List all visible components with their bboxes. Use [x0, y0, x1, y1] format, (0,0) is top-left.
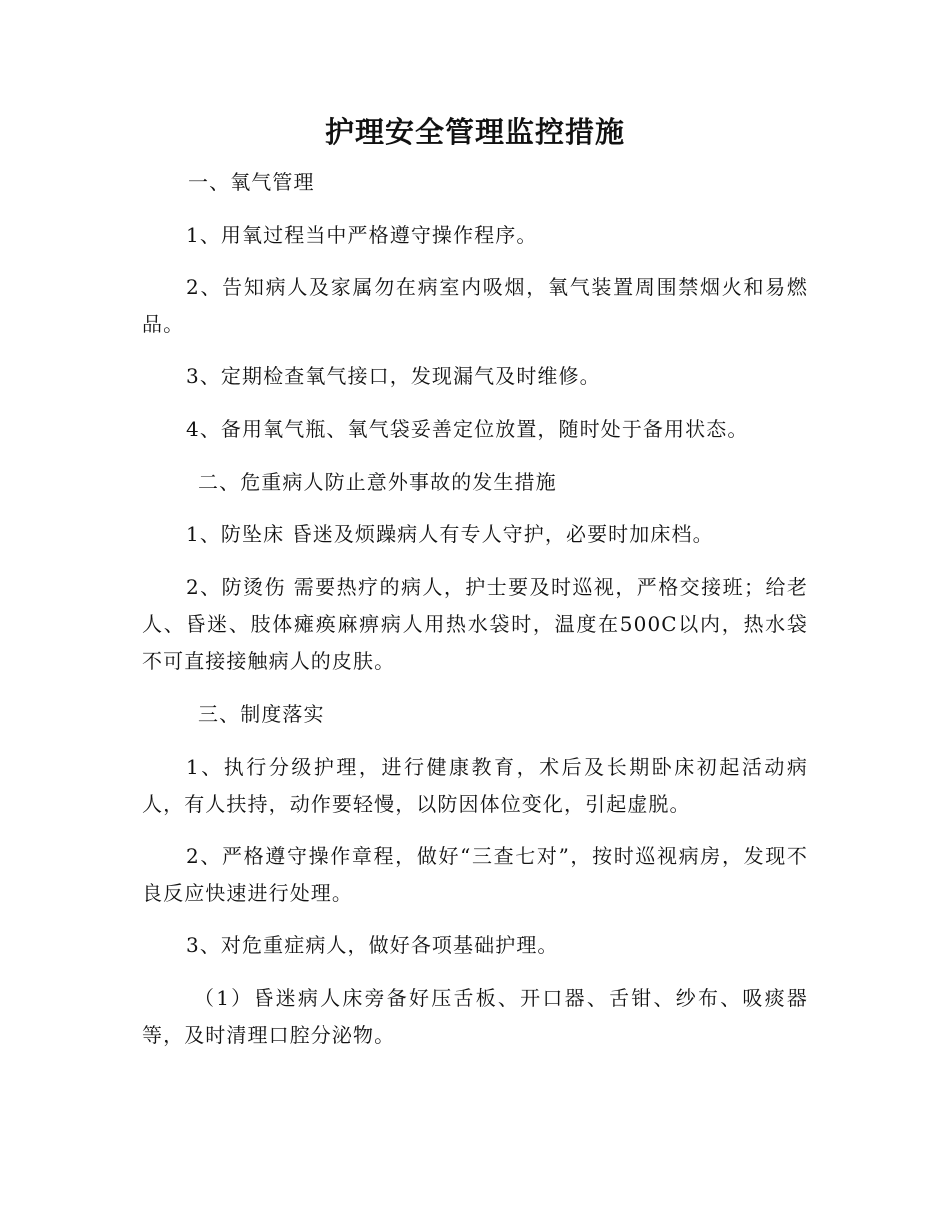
paragraph: 2、严格遵守操作章程，做好“三查七对”，按时巡视病房，发现不良反应快速进行处理。 — [142, 844, 808, 905]
paragraph: 4、备用氧气瓶、氧气袋妥善定位放置，随时处于备用状态。 — [186, 417, 749, 441]
paragraph: 3、对危重症病人，做好各项基础护理。 — [186, 933, 559, 957]
paragraph: （1）昏迷病人床旁备好压舌板、开口器、舌钳、纱布、吸痰器等，及时清理口腔分泌物。 — [142, 986, 808, 1047]
document-title: 护理安全管理监控措施 — [324, 115, 625, 149]
paragraph: 1、执行分级护理，进行健康教育，术后及长期卧床初起活动病人，有人扶持，动作要轻慢，以防因体位变化，引起虚脱。 — [142, 755, 808, 816]
paragraph: 1、防坠床 昏迷及烦躁病人有专人守护，必要时加床档。 — [186, 522, 714, 546]
paragraph: 1、用氧过程当中严格遵守操作程序。 — [186, 223, 538, 247]
paragraph: 3、定期检查氧气接口，发现漏气及时维修。 — [186, 364, 601, 388]
section-heading-critical-patients: 二、危重病人防止意外事故的发生措施 — [198, 470, 557, 494]
paragraph: 2、防烫伤 需要热疗的病人，护士要及时巡视，严格交接班；给老人、昏迷、肢体瘫痪麻痹病人用热水袋时，温度在500C以内，热水袋不可直接接触病人的皮肤。 — [142, 575, 808, 673]
paragraph: 2、告知病人及家属勿在病室内吸烟，氧气装置周围禁烟火和易燃品。 — [142, 275, 808, 336]
section-heading-system: 三、制度落实 — [198, 702, 325, 726]
section-heading-oxygen: 一、氧气管理 — [188, 170, 315, 194]
